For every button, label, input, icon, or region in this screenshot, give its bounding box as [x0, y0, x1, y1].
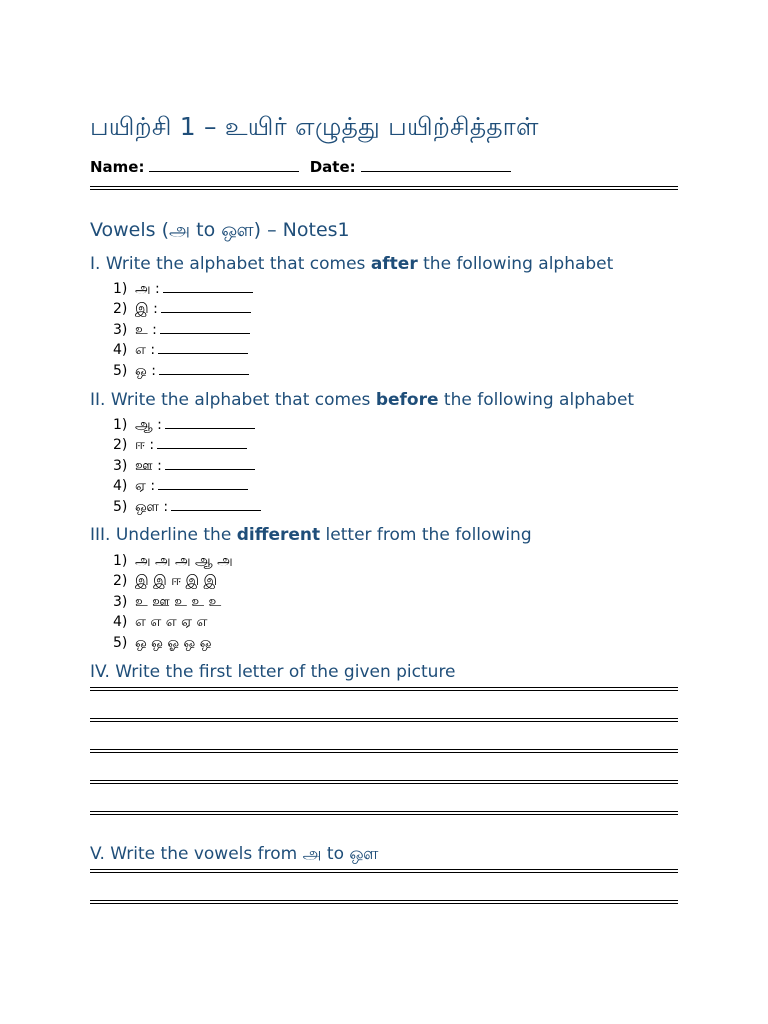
answer-blank[interactable] [171, 497, 261, 511]
section-3-heading-pre: III. Underline the [90, 525, 237, 545]
answer-line[interactable] [90, 900, 678, 904]
list-item [113, 279, 253, 299]
answer-line[interactable] [90, 811, 678, 815]
item-letter: அ [135, 281, 151, 297]
item-number: 5) [113, 362, 128, 379]
answer-line[interactable] [90, 687, 678, 691]
name-field[interactable] [149, 157, 299, 172]
item-letters[interactable]: ஒ ஒ ஓ ஒ ஒ [135, 634, 212, 651]
item-letters[interactable]: இ இ ஈ இ இ [135, 573, 218, 590]
answer-blank[interactable] [165, 415, 255, 429]
list-item [113, 571, 233, 591]
item-letter: உ [135, 321, 148, 338]
page-title: பயிற்சி 1 – உயிர் எழுத்து பயிற்சித்தாள் [90, 112, 539, 141]
list-item [113, 320, 253, 340]
section-2-list [113, 415, 261, 517]
item-number: 2) [113, 437, 128, 454]
section-1-heading-bold: after [370, 254, 418, 274]
section-1-heading [90, 254, 613, 274]
list-item [113, 299, 253, 319]
item-letter: எ [135, 342, 146, 359]
answer-line[interactable] [90, 780, 678, 784]
item-letters[interactable]: அ அ அ ஆ அ [135, 553, 233, 569]
list-item [113, 435, 261, 455]
header-rule [90, 186, 678, 190]
section-1-heading-post: the following alphabet [417, 254, 614, 274]
answer-blank[interactable] [163, 279, 253, 293]
section-3-heading-bold: different [236, 525, 321, 545]
item-number: 3) [113, 321, 128, 338]
item-letter: ஆ [135, 417, 153, 433]
name-label: Name: [90, 158, 145, 176]
item-separator: : [151, 362, 156, 379]
section-2-heading-bold: before [375, 390, 439, 410]
item-number: 4) [113, 614, 128, 631]
item-separator: : [157, 417, 162, 433]
answer-blank[interactable] [165, 456, 255, 470]
section-3-heading [90, 525, 532, 545]
section-3-list [113, 551, 233, 653]
answer-blank[interactable] [159, 361, 249, 375]
item-number: 4) [113, 478, 128, 495]
item-number: 4) [113, 342, 128, 359]
list-item [113, 361, 253, 381]
list-item [113, 612, 233, 632]
answer-blank[interactable] [161, 299, 251, 313]
item-number: 5) [113, 498, 128, 515]
date-label: Date: [309, 158, 356, 176]
list-item [113, 476, 261, 496]
list-item [113, 633, 233, 653]
item-number: 5) [113, 634, 128, 651]
answer-line[interactable] [90, 749, 678, 753]
list-item [113, 592, 233, 612]
item-number: 1) [113, 281, 128, 297]
answer-line[interactable] [90, 718, 678, 722]
list-item [113, 340, 253, 360]
section-2-heading-pre: II. Write the alphabet that comes [90, 390, 376, 410]
item-letter: ஔ [135, 498, 159, 515]
item-separator: : [152, 321, 157, 338]
section-1-list [113, 279, 253, 381]
answer-blank[interactable] [160, 320, 250, 334]
name-date-line [90, 157, 516, 176]
item-letter: ஈ [135, 437, 145, 454]
answer-blank[interactable] [158, 340, 248, 354]
item-number: 1) [113, 553, 128, 569]
item-separator: : [155, 281, 160, 297]
item-separator: : [157, 457, 162, 474]
item-letter: இ [135, 301, 149, 318]
section-3-heading-post: letter from the following [320, 525, 532, 545]
item-letter: ஏ [135, 478, 146, 495]
item-separator: : [163, 498, 169, 515]
answer-blank[interactable] [157, 435, 247, 449]
list-item [113, 497, 261, 517]
item-number: 3) [113, 593, 128, 610]
section-2-heading [90, 390, 634, 410]
item-number: 2) [113, 573, 128, 590]
section-1-heading-pre: I. Write the alphabet that comes [90, 254, 371, 274]
list-item [113, 551, 233, 571]
list-item [113, 415, 261, 435]
item-separator: : [153, 301, 158, 318]
section-4-heading: IV. Write the first letter of the given picture [90, 662, 456, 682]
item-letters[interactable]: எ எ எ ஏ எ [135, 614, 208, 631]
item-number: 2) [113, 301, 128, 318]
item-separator: : [150, 478, 156, 495]
item-separator: : [149, 437, 155, 454]
section-5-heading: V. Write the vowels from அ to ஔ [90, 844, 379, 864]
date-field[interactable] [361, 157, 511, 172]
section-2-heading-post: the following alphabet [438, 390, 635, 410]
worksheet-subtitle: Vowels (அ to ஔ) – Notes1 [90, 219, 350, 241]
item-separator: : [150, 342, 156, 359]
item-number: 1) [113, 417, 128, 433]
item-number: 3) [113, 457, 128, 474]
answer-blank[interactable] [158, 476, 248, 490]
item-letter: ஊ [135, 457, 153, 474]
answer-line[interactable] [90, 869, 678, 873]
item-letter: ஒ [135, 362, 147, 379]
item-letters[interactable]: உ ஊ உ உ உ [135, 593, 222, 610]
list-item [113, 456, 261, 476]
